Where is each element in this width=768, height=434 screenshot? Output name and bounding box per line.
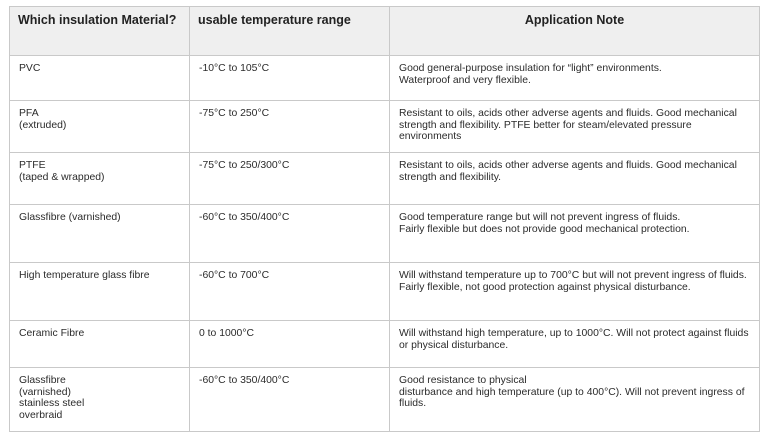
table-row [10,56,760,101]
table-row [10,101,760,153]
table-row [10,321,760,368]
material-cell: PVC [10,56,190,101]
table-row [10,153,760,205]
temperature-range-cell: -75°C to 250/300°C [190,153,390,205]
temperature-range-cell: -60°C to 350/400°C [190,368,390,432]
header-temperature-range: usable temperature range [190,7,390,56]
table-row [10,263,760,321]
material-cell: Glassfibre (varnished) [10,205,190,263]
application-note-cell: Good general-purpose insulation for “light” environments. Waterproof and very flexible. [390,56,760,101]
insulation-table [9,6,760,432]
application-note-cell: Good temperature range but will not prevent ingress of fluids. Fairly flexible but does not provide good mechanical protection. [390,205,760,263]
temperature-range-cell: -10°C to 105°C [190,56,390,101]
table-row [10,205,760,263]
temperature-range-cell: -60°C to 350/400°C [190,205,390,263]
table-row [10,368,760,432]
temperature-range-cell: -75°C to 250°C [190,101,390,153]
application-note-cell: Resistant to oils, acids other adverse agents and fluids. Good mechanical strength and flexibility. [390,153,760,205]
temperature-range-cell: -60°C to 700°C [190,263,390,321]
application-note-cell: Good resistance to physical disturbance and high temperature (up to 400°C). Will not prevent ingress of fluids. [390,368,760,432]
material-cell: PTFE (taped & wrapped) [10,153,190,205]
material-cell: PFA (extruded) [10,101,190,153]
header-row [10,7,760,56]
temperature-range-cell: 0 to 1000°C [190,321,390,368]
header-material: Which insulation Material? [10,7,190,56]
material-cell: High temperature glass fibre [10,263,190,321]
application-note-cell: Will withstand high temperature, up to 1000°C. Will not protect against fluids or physical disturbance. [390,321,760,368]
material-cell: Ceramic Fibre [10,321,190,368]
application-note-cell: Will withstand temperature up to 700°C but will not prevent ingress of fluids. Fairly flexible, not good protection against physical disturbance. [390,263,760,321]
material-cell: Glassfibre (varnished) stainless steel overbraid [10,368,190,432]
application-note-cell: Resistant to oils, acids other adverse agents and fluids. Good mechanical strength and flexibility. PTFE better for steam/elevated pressure environments [390,101,760,153]
header-application-note: Application Note [390,7,760,56]
